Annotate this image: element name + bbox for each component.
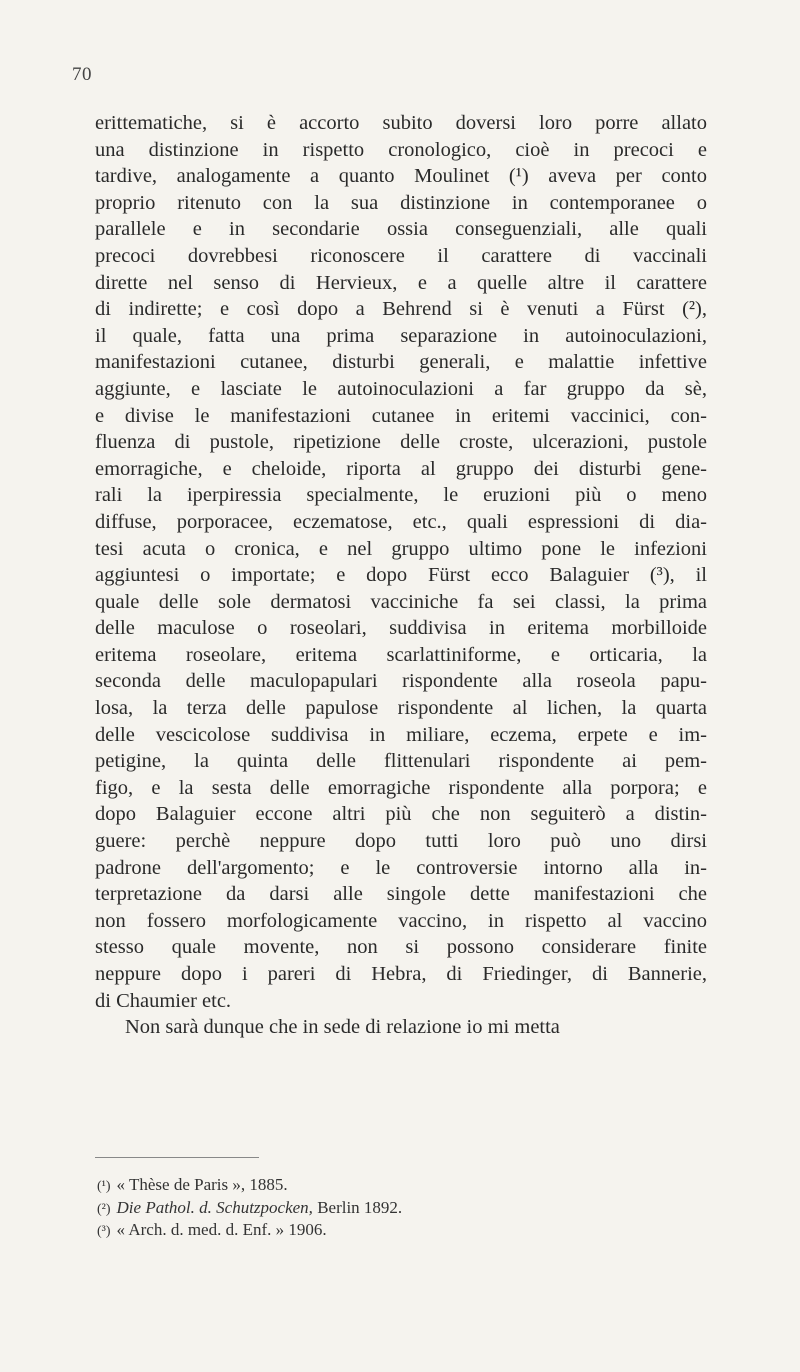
text-line: diffuse, porporacee, eczematose, etc., quali espressioni di dia- (95, 510, 707, 533)
text-line: dirette nel senso di Hervieux, e a quelle altre il carattere (95, 271, 707, 294)
footnote-text: Berlin 1892. (312, 1197, 403, 1217)
text-line: padrone dell'argomento; e le controversie intorno alla in- (95, 856, 707, 879)
text-line: neppure dopo i pareri di Hebra, di Friedinger, di Bannerie, (95, 963, 707, 985)
text-line: eritema roseolare, eritema scarlattiniforme, e orticaria, la (95, 643, 707, 666)
text-line: aggiuntesi o importate; e dopo Fürst ecco Balaguier (³), il (95, 564, 707, 587)
footnote-text: « Arch. d. med. d. Enf. » 1906. (116, 1220, 327, 1239)
page-number: 70 (72, 64, 92, 85)
footnote-3 (97, 1219, 697, 1242)
text-line: una distinzione in rispetto cronologico, cioè in precoci e (95, 138, 707, 161)
text-line: delle vescicolose suddivisa in miliare, eczema, erpete e im- (95, 723, 707, 746)
text-line: guere: perchè neppure dopo tutti loro può uno dirsi (95, 830, 707, 853)
text-line: proprio ritenuto con la sua distinzione in contemporanee o (95, 191, 707, 214)
text-line: tesi acuta o cronica, e nel gruppo ultimo pone le infezioni (95, 537, 707, 560)
footnote-1 (97, 1174, 697, 1197)
footnote-marker: (³) (97, 1224, 111, 1239)
footnote-title: Die Pathol. d. Schutzpocken, (116, 1197, 313, 1217)
footnote-marker: (¹) (97, 1179, 111, 1194)
footnote-2 (97, 1197, 697, 1220)
text-line: terpretazione da darsi alle singole dette manifestazioni che (95, 883, 707, 906)
body-text (95, 110, 707, 1041)
text-line: fluenza di pustole, ripetizione delle croste, ulcerazioni, pustole (95, 431, 707, 454)
footnote-divider (95, 1157, 259, 1158)
text-line: Non sarà dunque che in sede di relazione io mi metta (125, 1016, 560, 1039)
text-line: seconda delle maculopapulari rispondente alla roseola papu- (95, 670, 707, 693)
text-line: losa, la terza delle papulose rispondente al lichen, la quarta (95, 697, 707, 720)
text-line: petigine, la quinta delle flittenulari rispondente ai pem- (95, 750, 707, 773)
text-line: manifestazioni cutanee, disturbi generali, e malattie infettive (95, 351, 707, 374)
text-line: rali la iperpiressia specialmente, le eruzioni più o meno (95, 484, 707, 507)
text-line: dopo Balaguier eccone altri più che non seguiterò a distin- (95, 803, 707, 826)
text-line: figo, e la sesta delle emorragiche rispondente alla porpora; e (95, 776, 707, 799)
text-line: parallele e in secondarie ossia conseguenziali, alle quali (95, 218, 707, 241)
text-line: tardive, analogamente a quanto Moulinet (¹) aveva per conto (95, 165, 707, 188)
text-line: emorragiche, e cheloide, riporta al gruppo dei disturbi gene- (95, 457, 707, 480)
footnote-marker: (²) (97, 1201, 111, 1217)
text-line: stesso quale movente, non si possono considerare finite (95, 936, 707, 959)
text-line: erittematiche, si è accorto subito doversi loro porre allato (95, 112, 707, 134)
footnotes (97, 1174, 697, 1242)
footnote-text: « Thèse de Paris », 1885. (116, 1175, 288, 1194)
text-line: delle maculose o roseolari, suddivisa in eritema morbilloide (95, 617, 707, 640)
text-line: precoci dovrebbesi riconoscere il carattere di vaccinali (95, 244, 707, 267)
text-line: aggiunte, e lasciate le autoinoculazioni a far gruppo da sè, (95, 377, 707, 400)
text-line: non fossero morfologicamente vaccino, in rispetto al vaccino (95, 909, 707, 932)
text-line: quale delle sole dermatosi vacciniche fa sei classi, la prima (95, 590, 707, 613)
text-line: di Chaumier etc. (95, 989, 232, 1012)
text-line: il quale, fatta una prima separazione in autoinoculazioni, (95, 324, 707, 347)
text-line: di indirette; e così dopo a Behrend si è venuti a Fürst (²), (95, 298, 707, 321)
text-line: e divise le manifestazioni cutanee in eritemi vaccinici, con- (95, 404, 707, 427)
